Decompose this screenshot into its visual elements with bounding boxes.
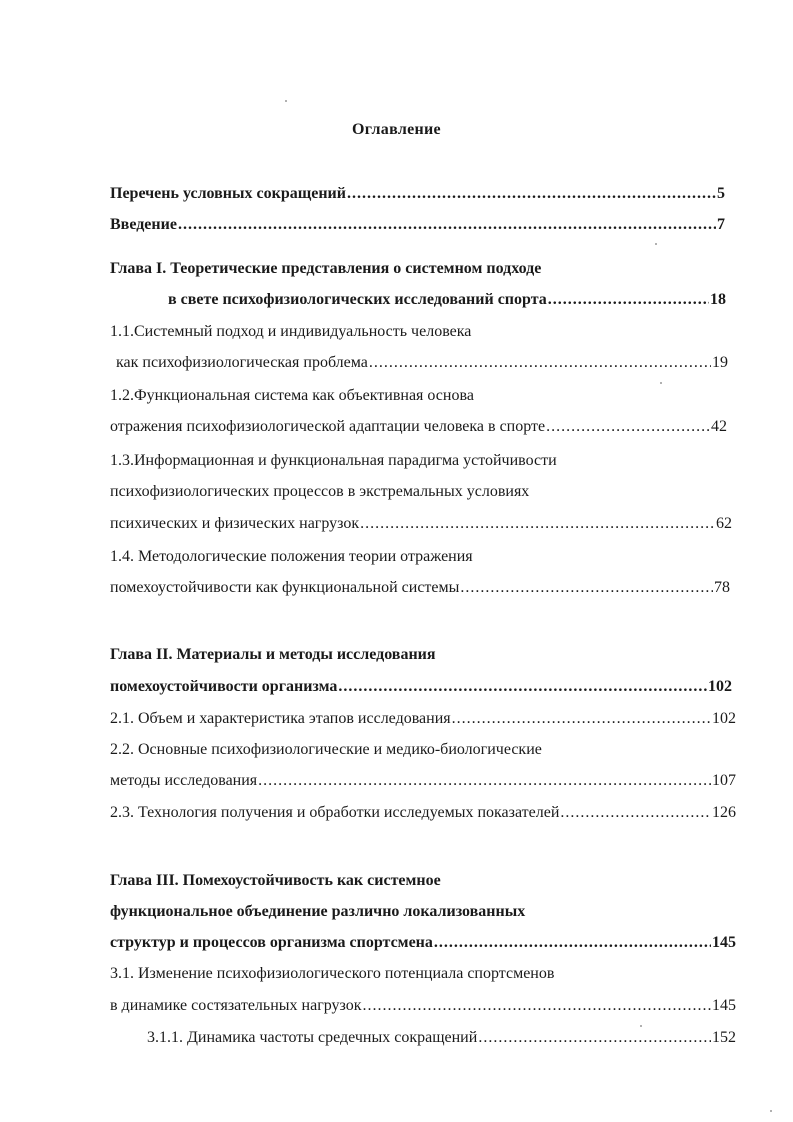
toc-leader-dots (434, 932, 711, 954)
toc-entry-label: в свете психофизиологических исследований спорта (168, 291, 547, 308)
toc-section-2-1[interactable] (110, 708, 736, 730)
toc-entry-label: методы исследования (110, 772, 258, 789)
toc-entry-abbreviations[interactable] (110, 183, 725, 205)
scan-speck (660, 382, 662, 384)
toc-entry-label: 2.3. Технология получения и обработки исследуемых показателей (110, 804, 560, 821)
toc-section-2-2[interactable]: 2.2. Основные психофизиологические и медико-биологические (110, 741, 542, 758)
toc-entry-label: Перечень условных сокращений (110, 185, 346, 202)
toc-section-1-2[interactable]: 1.2.Функциональная система как объективная основа (110, 387, 474, 404)
toc-page-number: 19 (712, 354, 728, 371)
toc-page-number: 107 (712, 772, 736, 789)
toc-leader-dots (548, 289, 709, 311)
toc-entry-label: Введение (110, 216, 177, 233)
toc-entry-label: 2.1. Объем и характеристика этапов исследования (110, 710, 451, 727)
toc-section-1-3-cont2[interactable] (110, 513, 732, 535)
toc-leader-dots (338, 676, 707, 698)
scan-speck (655, 243, 657, 245)
toc-entry-label: помехоустойчивости организма (110, 678, 338, 695)
toc-chapter-3-heading[interactable]: Глава III. Помехоустойчивость как системное (110, 872, 441, 889)
toc-section-1-4-cont[interactable] (110, 577, 730, 599)
toc-page-number: 152 (712, 1029, 736, 1046)
toc-section-1-1-cont[interactable] (116, 352, 728, 374)
toc-chapter-3-heading-cont2[interactable] (110, 932, 736, 954)
toc-section-1-3[interactable]: 1.3.Информационная и функциональная парадигма устойчивости (110, 452, 557, 469)
toc-leader-dots (360, 513, 715, 535)
toc-section-1-2-cont[interactable] (110, 416, 727, 438)
toc-page-number: 42 (711, 418, 727, 435)
toc-entry-label: 3.1.1. Динамика частоты средечных сокращений (147, 1029, 478, 1046)
toc-leader-dots (546, 416, 710, 438)
toc-section-2-2-cont[interactable] (110, 770, 736, 792)
toc-entry-label: в динамике состязательных нагрузок (110, 997, 362, 1014)
toc-entry-introduction[interactable] (110, 214, 725, 236)
toc-page-number: 145 (712, 934, 736, 951)
toc-page-number: 102 (708, 678, 732, 695)
toc-leader-dots (347, 183, 716, 205)
toc-section-1-4[interactable]: 1.4. Методологические положения теории отражения (110, 548, 473, 565)
toc-page-number: 7 (717, 216, 725, 233)
toc-entry-label: как психофизиологическая проблема (116, 354, 368, 371)
toc-leader-dots (258, 770, 711, 792)
scan-speck (640, 1025, 642, 1027)
toc-entry-label: отражения психофизиологической адаптации человека в спорте (110, 418, 546, 435)
toc-page-number: 5 (717, 185, 725, 202)
toc-page-number: 102 (712, 710, 736, 727)
toc-leader-dots (478, 1027, 711, 1049)
toc-page-number: 126 (712, 804, 736, 821)
page-title: Оглавление (352, 121, 441, 138)
toc-section-2-3[interactable] (110, 802, 736, 824)
toc-section-1-1[interactable]: 1.1.Системный подход и индивидуальность человека (110, 323, 472, 340)
toc-leader-dots (560, 802, 711, 824)
toc-page-number: 78 (714, 579, 730, 596)
scan-speck (770, 1110, 772, 1112)
toc-leader-dots (452, 708, 711, 730)
toc-leader-dots (178, 214, 716, 236)
toc-section-3-1[interactable]: 3.1. Изменение психофизиологического потенциала спортсменов (110, 965, 555, 982)
toc-entry-label: структур и процессов организма спортсмена (110, 934, 433, 951)
toc-entry-label: психических и физических нагрузок (110, 515, 360, 532)
toc-leader-dots (363, 995, 711, 1017)
toc-chapter-2-heading-cont[interactable] (110, 676, 732, 698)
toc-page-number: 18 (710, 291, 726, 308)
toc-page-number: 145 (712, 997, 736, 1014)
toc-subsection-3-1-1[interactable] (147, 1027, 736, 1049)
toc-entry-label: помехоустойчивости как функциональной системы (110, 579, 460, 596)
toc-leader-dots (369, 352, 711, 374)
toc-section-3-1-cont[interactable] (110, 995, 736, 1017)
toc-chapter-2-heading[interactable]: Глава II. Материалы и методы исследования (110, 646, 436, 663)
scan-speck (285, 100, 287, 102)
toc-page-number: 62 (716, 515, 732, 532)
toc-chapter-1-heading[interactable]: Глава I. Теоретические представления о системном подходе (110, 260, 542, 277)
toc-chapter-1-heading-cont[interactable] (168, 289, 726, 311)
toc-chapter-3-heading-cont[interactable]: функциональное объединение различно локализованных (110, 903, 526, 920)
toc-leader-dots (460, 577, 713, 599)
toc-section-1-3-cont[interactable]: психофизиологических процессов в экстремальных условиях (110, 483, 530, 500)
